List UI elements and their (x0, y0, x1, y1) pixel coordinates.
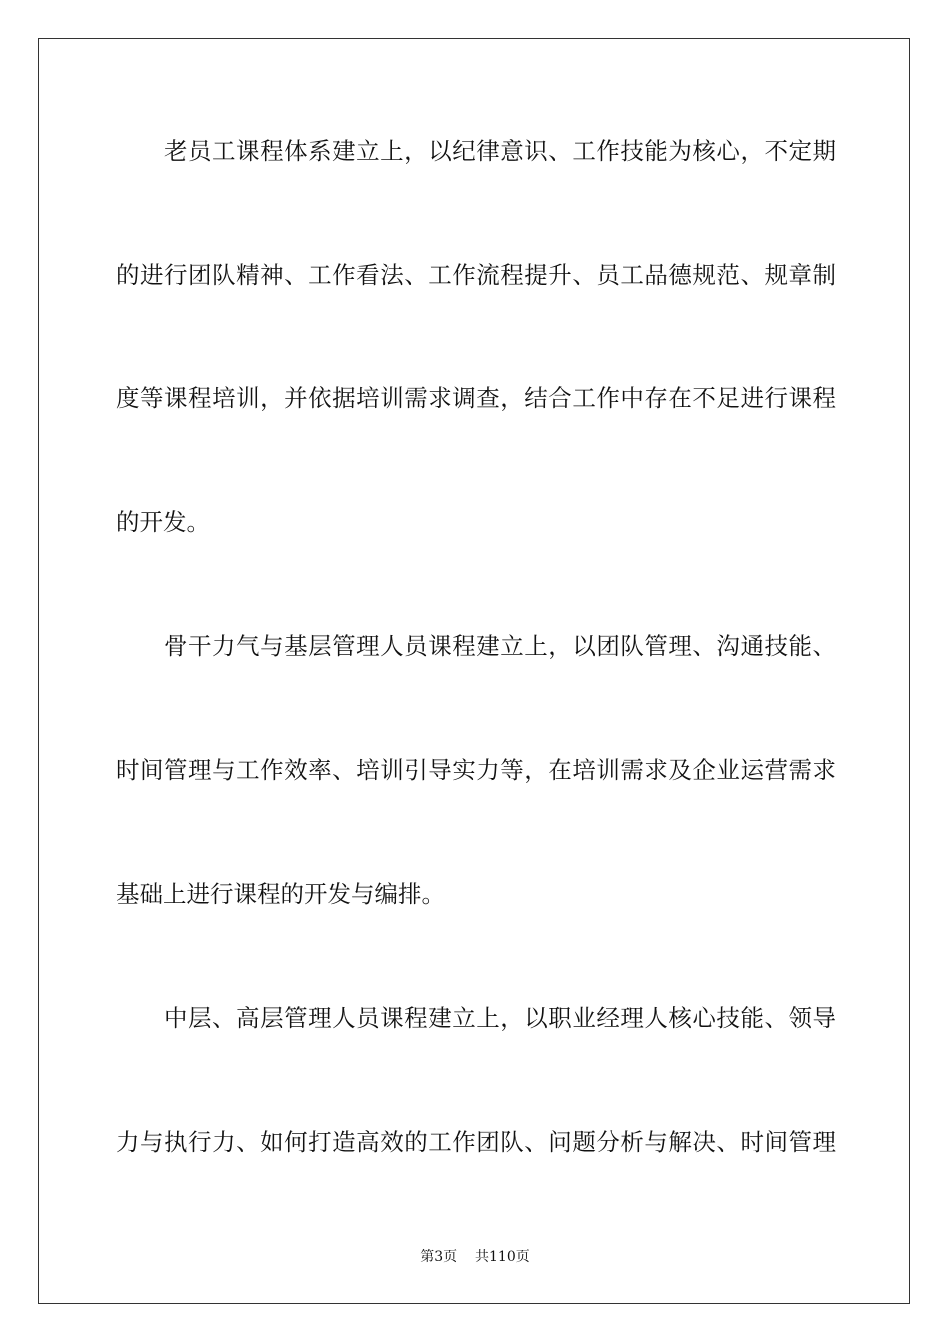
page-footer (0, 1248, 950, 1266)
paragraph-line: 基础上进行课程的开发与编排。 (116, 880, 445, 908)
paragraph-line: 老员工课程体系建立上，以纪律意识、工作技能为核心，不定期 (164, 137, 836, 165)
paragraph-line: 时间管理与工作效率、培训引导实力等，在培训需求及企业运营需求 (116, 756, 836, 784)
paragraph-line: 中层、高层管理人员课程建立上，以职业经理人核心技能、领导 (164, 1004, 836, 1032)
paragraph-line: 的开发。 (116, 508, 210, 536)
paragraph-line: 力与执行力、如何打造高效的工作团队、问题分析与解决、时间管理 (116, 1128, 836, 1156)
paragraph-line: 的进行团队精神、工作看法、工作流程提升、员工品德规范、规章制 (116, 261, 836, 289)
page-border (38, 38, 910, 1304)
total-pages: 共110页 (475, 1249, 530, 1265)
paragraph-line: 度等课程培训，并依据培训需求调查，结合工作中存在不足进行课程 (116, 384, 836, 412)
page-number: 第3页 (420, 1249, 458, 1265)
paragraph-line: 骨干力气与基层管理人员课程建立上，以团队管理、沟通技能、 (164, 632, 836, 660)
